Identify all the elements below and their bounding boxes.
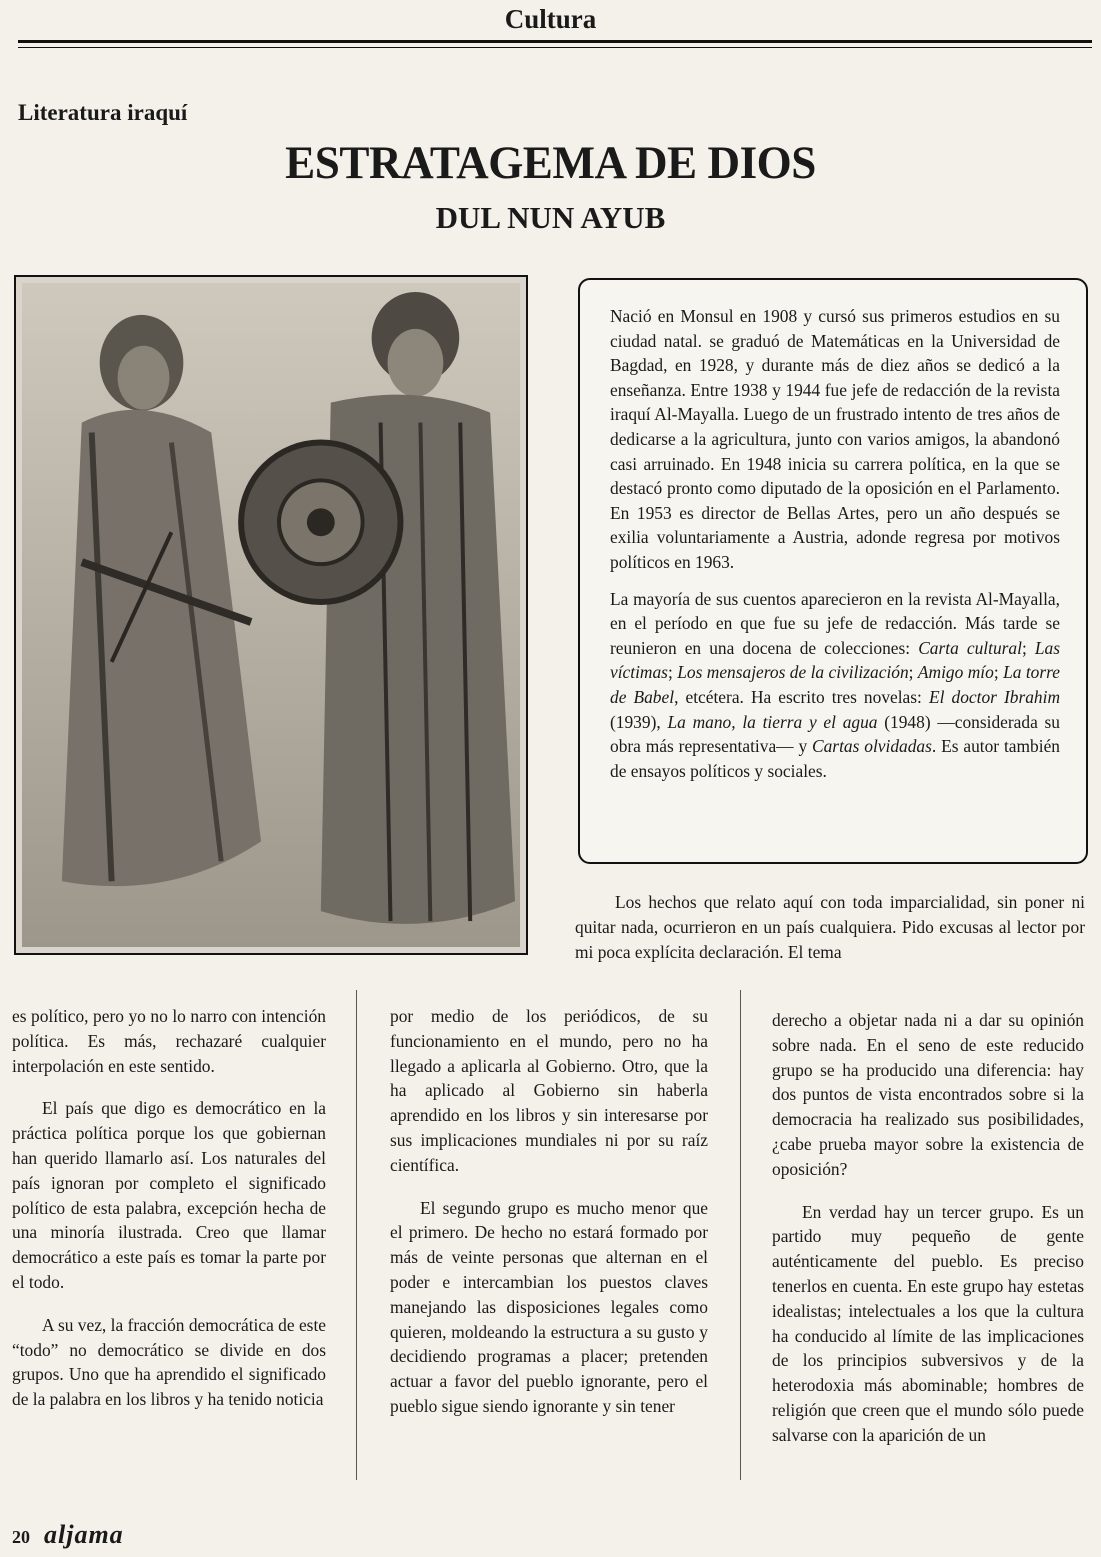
article-kicker: Literatura iraquí (18, 100, 188, 125)
column-paragraph: El segundo grupo es mucho menor que el primero. De hecho no estará formado por más de veinte personas que alternan en el poder e intercambian los puestos claves manejando las disposiciones legales como quieren, moldeando la estructura a su gusto y decidiendo programas a placer; pretenden actuar a favor del pueblo ignorante, pero el pueblo sigue siendo ignorante y sin tener (390, 1197, 708, 1416)
text-column-2 (390, 1004, 708, 1437)
column-paragraph: A su vez, la fracción democrática de este “todo” no democrático se divide en dos grupos. Uno que ha aprendido el significado de la palabra en los libros y ha tenido noticia (12, 1314, 326, 1410)
text-column-3 (772, 1008, 1084, 1466)
page-number: 20 (12, 1527, 30, 1547)
illustration-two-warriors (22, 283, 520, 947)
magazine-logo: aljama (44, 1520, 124, 1549)
column-paragraph: El país que digo es democrático en la práctica política porque los que gobiernan han querido llamarlo así. Los naturales del país ignoran por completo el significado político de esta palabra, excepción hecha de una minoría ilustrada. Creo que llamar democrático a este país es tomar la parte por el todo. (12, 1098, 326, 1292)
section-heading: Cultura (504, 4, 597, 34)
article-author: DUL NUN AYUB (435, 200, 666, 235)
author-bio-box (578, 278, 1088, 864)
page-footer (12, 1520, 124, 1550)
warriors-illustration-graphic (22, 283, 520, 947)
bio-paragraph-2: La mayoría de sus cuentos aparecieron en la revista Al-Mayalla, en el período en que fue su jefe de redacción. Más tarde se reunieron en una docena de colecciones: Carta cultural; Las víctimas; Los mensajeros de la civilización; Amigo mío; La torre de Babel, etcétera. Ha escrito tres novelas: El doctor Ibrahim (1939), La mano, la tierra y el agua (1948) —considerada su obra más representativa— y Cartas olvidadas. Es autor también de ensayos políticos y sociales. (610, 588, 1061, 781)
column-divider (356, 990, 357, 1480)
column-paragraph: por medio de los periódicos, de su funcionamiento en el mundo, pero no ha llegado a aplicarla al Gobierno. Otro, que la ha aplicado al Gobierno sin haberla aprendido en los libros y sin interesarse por sus implicaciones mundiales ni por su raíz científica. (390, 1006, 708, 1175)
text-column-1 (12, 1004, 326, 1430)
header-rule-thin (18, 47, 1092, 48)
article-title: ESTRATAGEMA DE DIOS (285, 137, 816, 189)
column-paragraph: derecho a objetar nada ni a dar su opinión sobre nada. En el seno de este reducido grupo se ha producido una diferencia: hay dos puntos de vista encontrados sobre si la democracia ha realizado sus posibilidades, ¿cabe prueba mayor sobre la existencia de oposición? (772, 1010, 1084, 1179)
column-paragraph: En verdad hay un tercer grupo. Es un partido muy pequeño de gente auténticamente del pueblo. Es preciso tenerlos en cuenta. En este grupo hay estetas idealistas; intelectuales a los que la cultura ha conducido al límite de las implicaciones de los principios subversivos y de la heterodoxia más abominable; hombres de religión que creen que el mundo sólo puede salvarse con la aparición de un (772, 1201, 1084, 1445)
column-divider (740, 990, 741, 1480)
header-rule (18, 40, 1092, 43)
column-paragraph: es político, pero yo no lo narro con intención política. Es más, rechazaré cualquier interpolación en este sentido. (12, 1006, 326, 1076)
illustration-frame (14, 275, 528, 955)
bio-paragraph-1: Nació en Monsul en 1908 y cursó sus primeros estudios en su ciudad natal. se graduó de Matemáticas en la Universidad de Bagdad, en 1928, y durante más de diez años se dedicó a la enseñanza. Entre 1938 y 1944 fue jefe de redacción de la revista iraquí Al-Mayalla. Luego de un frustrado intento de tres años de dedicarse a la agricultura, junto con varios amigos, la abandonó casi arruinado. En 1948 inicia su carrera política, en la que se destacó pronto como diputado de la oposición en el Parlamento. En 1953 es director de Bellas Artes, pero un año después se exilia voluntariamente a Austria, adonde regresa por motivos políticos en 1963. (610, 306, 1060, 572)
story-intro: Los hechos que relato aquí con toda imparcialidad, sin poner ni quitar nada, ocurrieron en un país cualquiera. Pido excusas al lector por mi poca explícita declaración. El tema (575, 892, 1085, 962)
